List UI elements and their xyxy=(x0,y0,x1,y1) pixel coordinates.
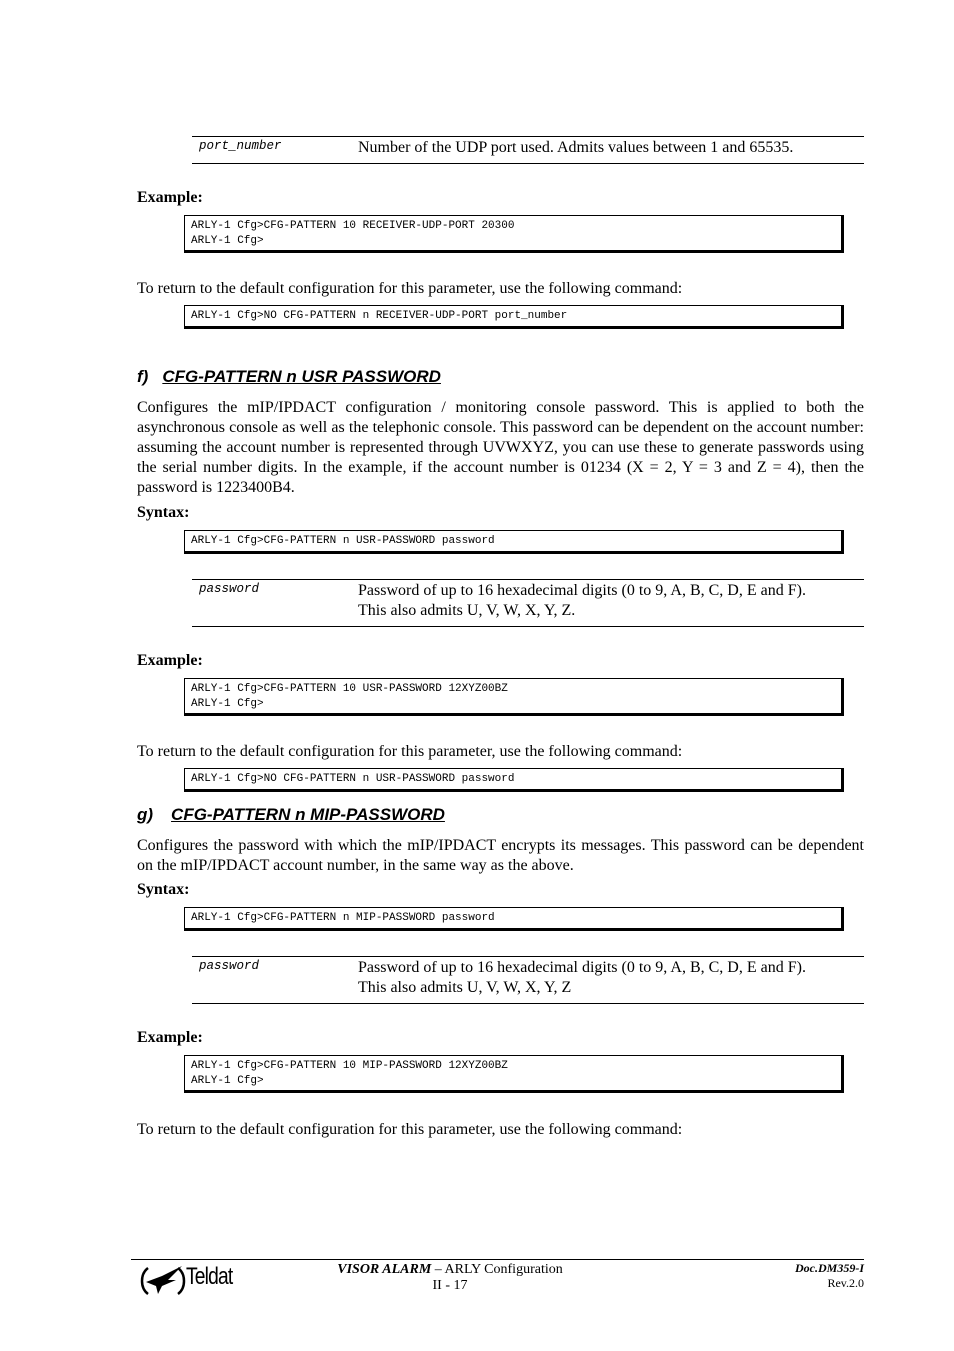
code-line: ARLY-1 Cfg> xyxy=(191,234,264,247)
code-line: ARLY-1 Cfg>CFG-PATTERN n MIP-PASSWORD password xyxy=(191,912,495,924)
logo-text: Teldat xyxy=(186,1263,233,1290)
footer-title-bold: VISOR ALARM xyxy=(337,1262,432,1277)
footer-logo xyxy=(138,1262,248,1298)
param-name: password xyxy=(199,959,260,973)
section-heading-f xyxy=(137,367,441,387)
code-line: ARLY-1 Cfg>CFG-PATTERN 10 USR-PASSWORD 12XYZ00BZ xyxy=(191,683,508,695)
code-line: ARLY-1 Cfg> xyxy=(191,697,264,710)
code-block-example-udp-port xyxy=(184,215,844,253)
return-text: To return to the default configuration for this parameter, use the following command: xyxy=(137,743,683,760)
param-description xyxy=(358,581,806,621)
param-desc-line: Password of up to 16 hexadecimal digits (0 to 9, A, B, C, D, E and F). xyxy=(358,959,806,976)
code-line: ARLY-1 Cfg>CFG-PATTERN n USR-PASSWORD password xyxy=(191,535,495,547)
return-text: To return to the default configuration for this parameter, use the following command: xyxy=(137,1121,683,1138)
code-line: ARLY-1 Cfg>CFG-PATTERN 10 RECEIVER-UDP-PORT 20300 xyxy=(191,220,515,232)
section-letter: g) xyxy=(137,805,154,824)
footer-title xyxy=(300,1262,600,1294)
footer-title-rest: – ARLY Configuration xyxy=(431,1262,563,1277)
code-block-no-udp-port xyxy=(184,305,844,329)
code-block-mip-password-syntax xyxy=(184,907,844,931)
code-block-usr-password-syntax xyxy=(184,530,844,554)
doc-number: Doc.DM359-I xyxy=(795,1261,864,1275)
example-label: Example: xyxy=(137,652,203,669)
section-heading-g xyxy=(137,805,445,825)
return-text: To return to the default configuration for this parameter, use the following command: xyxy=(137,280,683,297)
code-line: ARLY-1 Cfg> xyxy=(191,1074,264,1087)
param-name: password xyxy=(199,582,260,596)
param-table-mip-password xyxy=(192,956,864,1004)
param-description: Number of the UDP port used. Admits values between 1 and 65535. xyxy=(358,139,794,156)
param-name: port_number xyxy=(199,139,282,153)
footer-rule xyxy=(131,1259,864,1260)
code-block-no-usr-password xyxy=(184,768,844,792)
syntax-label: Syntax: xyxy=(137,504,190,521)
section-f-body: Configures the mIP/IPDACT configuration / monitoring console password. This is applied to both the asynchronous console as well as the telephonic console. This password can be dependent on the account number: assuming the account number is represented through UVWXYZ, you can use these to generate passwords using the serial number digits. In the example, if the account number is 01234 (X = 2, Y = 3 and Z = 4), then the password is 1223400B4. xyxy=(137,399,864,496)
section-title: CFG-PATTERN n USR PASSWORD xyxy=(162,367,441,386)
code-block-example-mip-password xyxy=(184,1055,844,1093)
param-desc-line: This also admits U, V, W, X, Y, Z. xyxy=(358,602,576,619)
page-number: II - 17 xyxy=(432,1278,468,1293)
code-line: ARLY-1 Cfg>NO CFG-PATTERN n RECEIVER-UDP-PORT port_number xyxy=(191,310,568,322)
revision: Rev.2.0 xyxy=(827,1276,864,1290)
code-line: ARLY-1 Cfg>CFG-PATTERN 10 MIP-PASSWORD 12XYZ00BZ xyxy=(191,1060,508,1072)
code-block-example-usr-password xyxy=(184,678,844,716)
section-letter: f) xyxy=(137,367,149,386)
param-description xyxy=(358,958,806,998)
example-label: Example: xyxy=(137,1029,203,1046)
param-table-usr-password xyxy=(192,579,864,627)
section-title: CFG-PATTERN n MIP-PASSWORD xyxy=(171,805,445,824)
section-g-body: Configures the password with which the mIP/IPDACT encrypts its messages. This password can be dependent on the mIP/IPDACT account number, in the same way as the above. xyxy=(137,837,864,874)
example-label: Example: xyxy=(137,189,203,206)
teldat-bird-icon xyxy=(138,1262,190,1298)
footer-doc xyxy=(700,1261,864,1291)
param-desc-line: This also admits U, V, W, X, Y, Z xyxy=(358,979,572,996)
param-table-port-number xyxy=(192,136,864,164)
code-line: ARLY-1 Cfg>NO CFG-PATTERN n USR-PASSWORD password xyxy=(191,773,515,785)
syntax-label: Syntax: xyxy=(137,881,190,898)
param-desc-line: Password of up to 16 hexadecimal digits (0 to 9, A, B, C, D, E and F). xyxy=(358,582,806,599)
